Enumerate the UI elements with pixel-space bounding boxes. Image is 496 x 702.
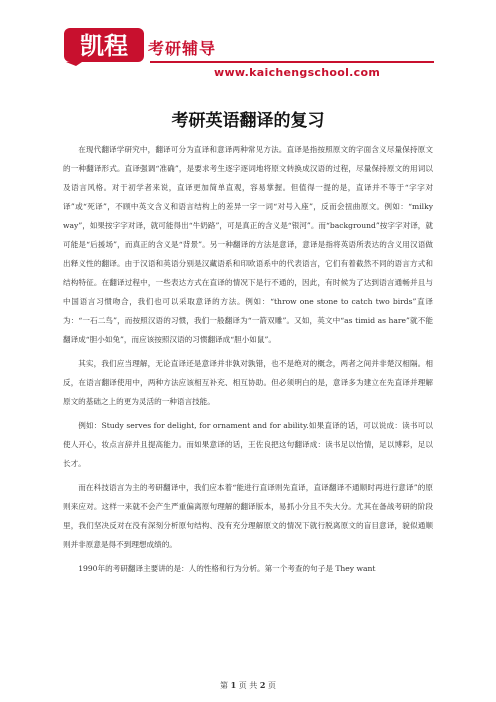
paragraph-2: 其实，我们应当理解，无论直译还是意译并非孰对孰错，也不是绝对的概念，两者之间并非楚汉相隔。相反，在语言翻译使用中，两种方法应该相互补充、相互协助。但必须明白的是，意译多为建立在先直译并理解原文的基础之上的更为灵活的一种语言技能。 [63, 359, 433, 406]
document-title: 考研英语翻译的复习 [171, 111, 325, 131]
paragraph-3: 例如：Study serves for delight, for ornament and for ability.如果直译的话，可以说成：读书可以使人开心，妆点言辞并且提高能力。而如果意译的话，王佐良把这句翻译成：读书足以怡情，足以博彩，足以长才。 [63, 421, 433, 468]
kaicheng-logo [62, 22, 146, 66]
site-url[interactable]: www.kaichengschool.com [214, 66, 381, 79]
paragraph-1: 在现代翻译学研究中，翻译可分为直译和意译两种常见方法。直译是指按照原文的字面含义尽量保持原文的一种翻译形式。直译强调“准确”，是要求考生逐字逐词地将原文转换成汉语的过程，尽量保持原文的用词以及语言风格。对于初学者来说，直译更加简单直观，容易掌握。但值得一提的是，直译并不等于“字字对译”或“死译”，不顾中英文含义和语言结构上的差异一字一词“对号入座”，反而会扭曲原文。例如：“milky way”，如果按字字对译，就可能得出“牛奶路”，可是真正的含义是“银河”。而“background”按字字对译，就可能是“后援场”，而真正的含义是“背景”。另一种翻译的方法是意译，意译是指将英语所表达的含义用汉语做出释义性的翻译。由于汉语和英语分别是汉藏语系和印欧语系中的代表语言，它们有着截然不同的语言方式和结构特征。在翻译过程中，一些表达方式在直译的情况下是行不通的，因此，有时候为了达到语言通畅并且与中国语言习惯吻合，我们也可以采取意译的方法。例如：“throw one stone to catch two birds”直译为：“一石二鸟”，而按照汉语的习惯，我们一般翻译为“一箭双雕”。又如，英文中“as timid as hare”就不能翻译成“胆小如兔”，而应该按照汉语的习惯翻译成“胆小如鼠”。 [63, 145, 433, 344]
svg-text:凯程: 凯程 [80, 32, 128, 60]
kaicheng-logo-icon [62, 22, 146, 66]
brand-text: 考研辅导 [148, 39, 217, 58]
page-header [0, 0, 496, 90]
paragraph-4: 而在科技语言为主的考研翻译中，我们应本着“能进行直译则先直译，直译翻译不通顺时再进行意译”的原则来应对。这样一来就不会产生严重偏离原句理解的翻译版本，易抓小分且不失大分。尤其在备战考研的阶段里，我们坚决反对在没有深刻分析原句结构、没有充分理解原文的情况下就行脱离原文的盲目意译，貌似通顺则并非原意是得不到理想成绩的。 [63, 483, 433, 549]
page-footer [0, 680, 496, 691]
page-current: 1 [230, 680, 237, 690]
paragraph-5: 1990年的考研翻译主要讲的是：人的性格和行为分析。第一个考查的句子是 They want [78, 564, 376, 573]
page-label-prefix: 第 [220, 681, 229, 690]
page-total: 2 [259, 680, 266, 690]
page-label-suffix: 页 [267, 681, 276, 690]
page-label-mid: 页 共 [238, 681, 258, 690]
header-divider [150, 61, 434, 63]
document-body [63, 140, 433, 583]
